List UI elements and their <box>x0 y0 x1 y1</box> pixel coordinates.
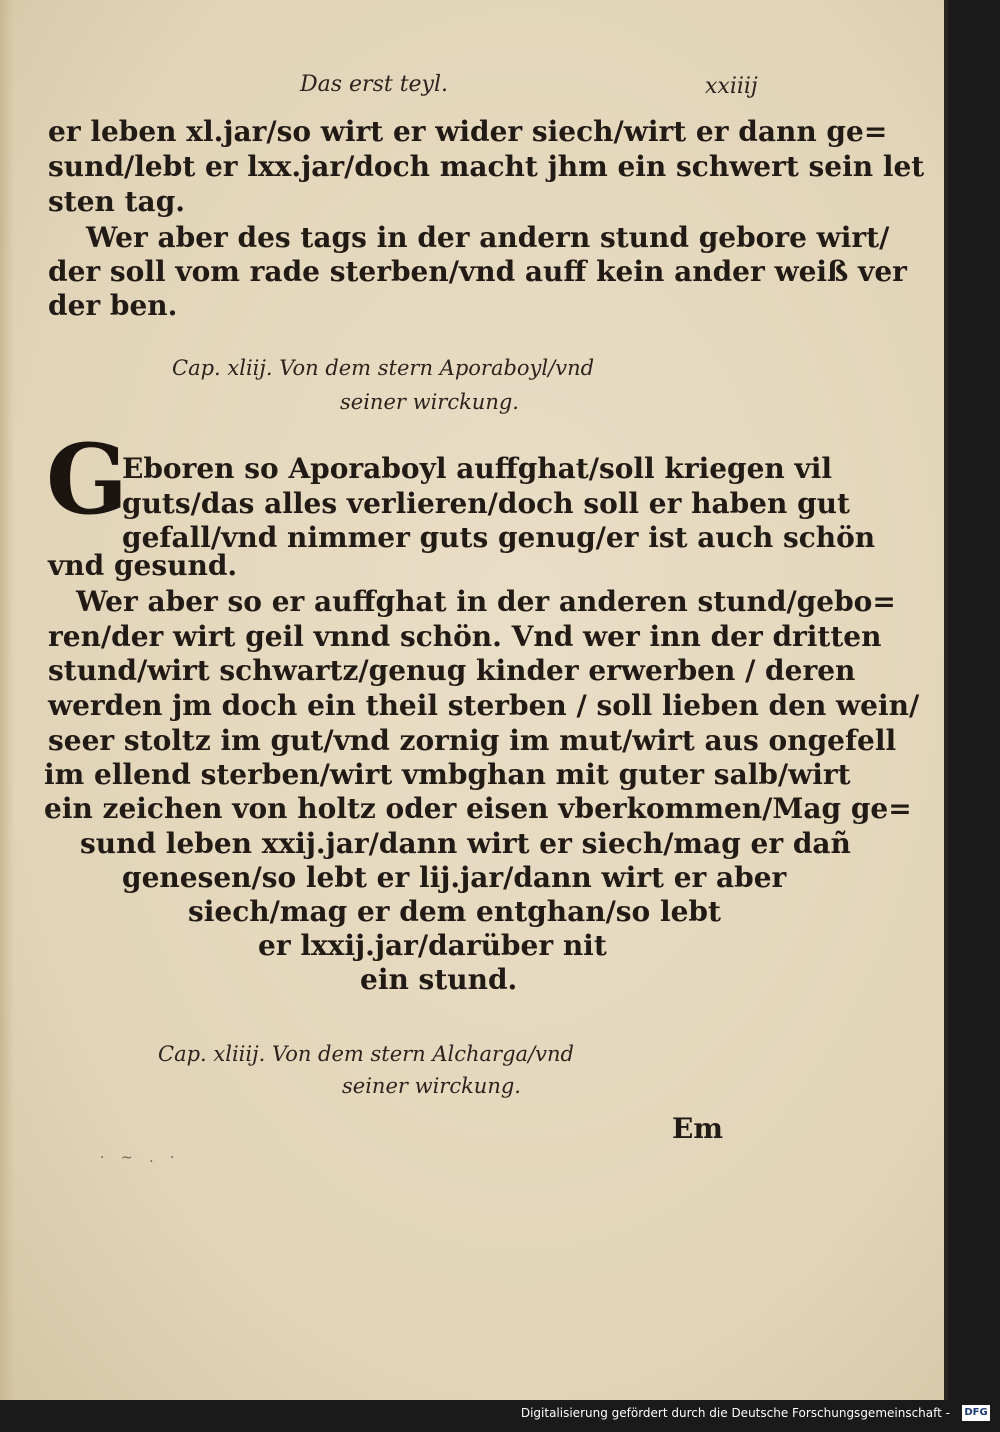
footer-credit: Digitalisierung gefördert durch die Deutsche Forschungsgemeinschaft - <box>520 1406 950 1420</box>
ink-smudge: · ~ . · <box>100 1150 181 1166</box>
gutter-shadow <box>0 0 14 1400</box>
text-line: er lxxij.jar/darüber nit <box>258 929 607 962</box>
text-line: gefall/vnd nimmer guts genug/er ist auch schön <box>122 521 876 554</box>
chapter-heading: Cap. xliiij. Von dem stern Alcharga/vnd <box>158 1042 574 1066</box>
text-line: ein zeichen von holtz oder eisen vberkommen/Mag ge= <box>44 792 912 825</box>
dfg-logo: DFG <box>962 1405 990 1421</box>
text-line: Eboren so Aporaboyl auffghat/soll kriegen vil <box>122 452 833 485</box>
chapter-heading: seiner wirckung. <box>340 390 519 414</box>
text-line: sten tag. <box>48 185 186 218</box>
text-line: ein stund. <box>360 963 518 996</box>
text-line: Wer aber des tags in der andern stund gebore wirt/ <box>86 221 890 254</box>
text-line: genesen/so lebt er lij.jar/dann wirt er aber <box>122 861 787 894</box>
running-head: Das erst teyl. <box>300 72 449 97</box>
text-line: ren/der wirt geil vnnd schön. Vnd wer inn der dritten <box>48 620 882 653</box>
text-line: der soll vom rade sterben/vnd auff kein ander weiß ver <box>48 255 907 288</box>
text-line: guts/das alles verlieren/doch soll er haben gut <box>122 487 850 520</box>
chapter-heading: Cap. xliij. Von dem stern Aporaboyl/vnd <box>172 356 595 380</box>
text-line: stund/wirt schwartz/genug kinder erwerben / deren <box>48 654 856 687</box>
chapter-heading: seiner wirckung. <box>342 1074 521 1098</box>
text-line: vnd gesund. <box>48 549 238 582</box>
text-line: sund leben xxij.jar/dann wirt er siech/mag er dañ <box>80 827 851 860</box>
text-line: sund/lebt er lxx.jar/doch macht jhm ein schwert sein let <box>48 150 925 183</box>
decorated-initial: G <box>46 423 128 536</box>
text-line: der ben. <box>48 289 178 322</box>
text-line: siech/mag er dem entghan/so lebt <box>188 895 721 928</box>
folio-number: xxiiij <box>705 74 758 99</box>
catchword: Em <box>672 1112 723 1145</box>
text-line: Wer aber so er auffghat in der anderen stund/gebo= <box>76 585 896 618</box>
text-line: er leben xl.jar/so wirt er wider siech/wirt er dann ge= <box>48 115 888 148</box>
text-line: seer stoltz im gut/vnd zornig im mut/wirt aus ongefell <box>48 724 897 757</box>
page-edge <box>944 0 948 1400</box>
text-line: im ellend sterben/wirt vmbghan mit guter salb/wirt <box>44 758 851 791</box>
text-line: werden jm doch ein theil sterben / soll lieben den wein/ <box>48 689 920 722</box>
